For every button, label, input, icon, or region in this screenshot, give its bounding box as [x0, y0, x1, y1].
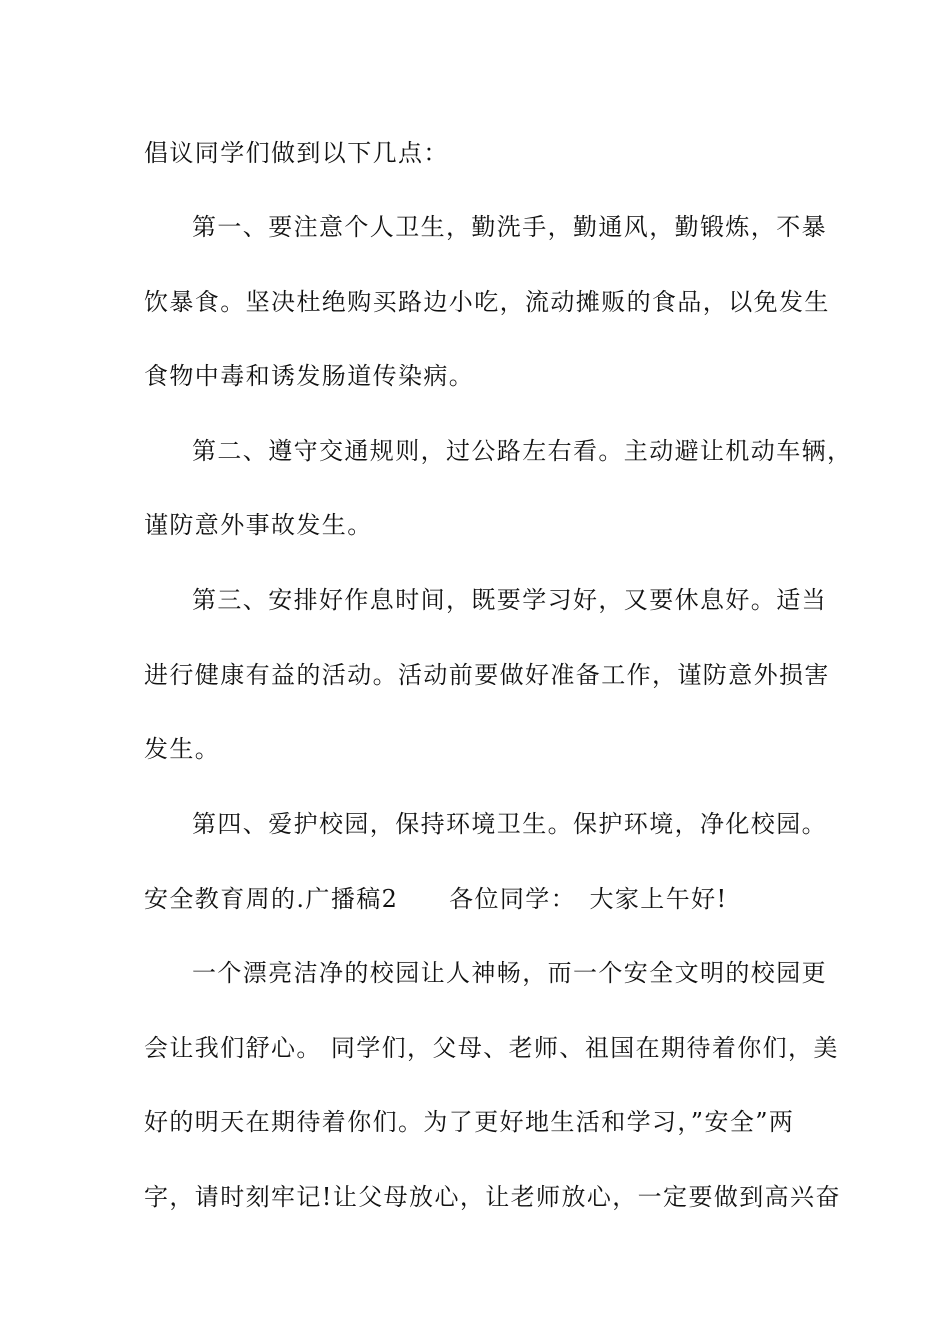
text-line: 第四、爱护校园，保持环境卫生。保护环境，净化校园。 [192, 810, 827, 838]
text-line: 食物中毒和诱发肠道传染病。 [144, 362, 475, 390]
text-line: 一个漂亮洁净的校园让人神畅，而一个安全文明的校园更 [192, 959, 827, 987]
text-line: 饮暴食。坚决杜绝购买路边小吃，流动摊贩的食品，以免发生 [144, 288, 830, 316]
text-line: 第三、安排好作息时间，既要学习好，又要休息好。适当 [192, 586, 827, 614]
text-line: 谨防意外事故发生。 [144, 511, 373, 539]
text-line: 第二、遵守交通规则，过公路左右看。主动避让机动车辆， [192, 437, 853, 465]
text-line: 进行健康有益的活动。活动前要做好准备工作，谨防意外损害 [144, 661, 830, 689]
text-line: 会让我们舒心。 同学们，父母、老师、祖国在期待着你们，美 [144, 1034, 839, 1062]
text-line: 好的明天在期待着你们。为了更好地生活和学习，”安全”两 [144, 1108, 795, 1136]
section-heading: 安全教育周的.广播稿2 各位同学： 大家上午好! [144, 885, 728, 913]
text-line: 倡议同学们做到以下几点： [144, 139, 449, 167]
text-line: 第一、要注意个人卫生，勤洗手，勤通风，勤锻炼，不暴 [192, 213, 827, 241]
text-line: 字，请时刻牢记!让父母放心，让老师放心，一定要做到高兴奋 [144, 1183, 841, 1211]
text-line: 发生。 [144, 735, 221, 763]
